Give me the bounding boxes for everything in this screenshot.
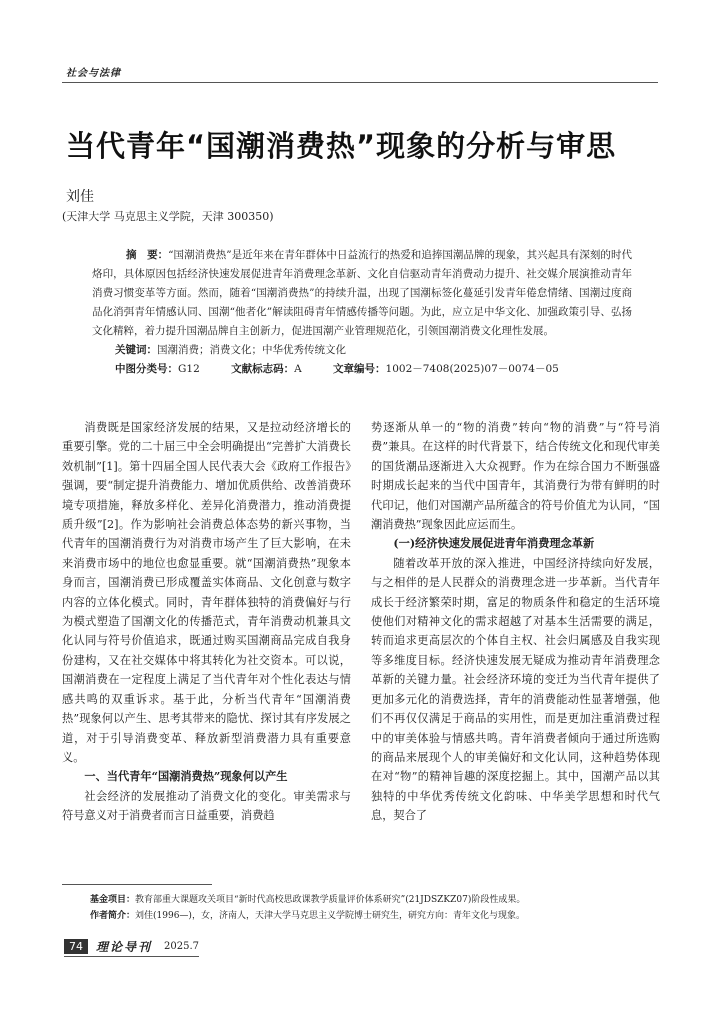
page-number: 74 [64, 939, 88, 954]
author-affiliation: (天津大学 马克思主义学院，天津 300350) [62, 210, 274, 223]
keywords-text: 国潮消费；消费文化；中华优秀传统文化 [157, 344, 346, 356]
article-title: 当代青年“国潮消费热”现象的分析与审思 [66, 129, 617, 163]
subsection-heading: (一)经济快速发展促进青年消费理念革新 [393, 536, 595, 551]
author-bio [90, 908, 650, 924]
funding-text: 教育部重大课题攻关项目“新时代高校思政课教学质量评价体系研究”(21JDSZKZ07)阶段性成果。 [135, 895, 526, 905]
class-label: 中图分类号： [115, 363, 178, 375]
funding-label: 基金项目： [90, 895, 136, 905]
keywords-line [115, 341, 632, 360]
funding-note [90, 892, 650, 908]
doc-code-value: A [294, 363, 302, 375]
abstract-label: 摘 要： [126, 249, 169, 261]
journal-name: 理论导刊 [96, 940, 153, 954]
left-column [62, 418, 351, 848]
footnotes [90, 892, 650, 924]
footer-divider [64, 956, 199, 957]
abstract-text: “国潮消费热”是近年来在青年群体中日益流行的热爱和追捧国潮品牌的现象，其兴起具有深刻的时代烙印，具体原因包括经济快速发展促进青年消费理念革新、文化自信驱动青年消费动力提升、社交媒介展演推动青年消费习惯变革等方面。然而，随着“国潮消费热”的持续升温，出现了国潮标签化蔓延引发青年倦怠情绪、国潮过度商品化消弭青年情感认同、国潮“他者化”解读阻碍青年情感传播等问题。为此，应立足中华文化、加强政策引导、弘扬文化精粹，着力提升国潮品牌自主创新力，促进国潮产业管理规范化，引领国潮消费文化理性发展。 [92, 249, 633, 337]
bio-label: 作者简介： [90, 911, 136, 921]
classification-line [115, 360, 632, 379]
abstract-block [92, 246, 632, 379]
class-value: G12 [178, 363, 200, 375]
footnote-divider [62, 884, 212, 885]
section-heading: 一、当代青年“国潮消费热”现象何以产生 [84, 769, 288, 784]
abstract [92, 246, 632, 341]
bio-text: 刘佳(1996—)，女，济南人，天津大学马克思主义学院博士研究生，研究方向：青年文化与现象。 [135, 911, 525, 921]
right-column [371, 418, 660, 848]
paragraph: 随着改革开放的深入推进，中国经济持续向好发展，与之相伴的是人民群众的消费理念进一步革新。当代青年成长于经济繁荣时期，富足的物质条件和稳定的生活环境使他们对精神文化的需求超越了对基本生活需要的满足，转而追求更高层次的个体自主权、社会归属感及自我实现等多维度目标。经济快速发展无疑成为推动青年消费理念革新的关键力量。社会经济环境的变迁为当代青年提供了更加多元化的消费选择，青年的消费能动性显著增强，他们不再仅仅满足于商品的实用性，而是更加注重消费过程中的审美体验与情感共鸣。青年消费者倾向于通过所选购的商品来展现个人的审美偏好和文化认同，这种趋势体现在对“物”的精神旨趣的深度挖掘上。其中，国潮产品以其独特的中华优秀传统文化韵味、中华美学思想和时代气息，契合了 [371, 556, 660, 823]
paragraph: 消费既是国家经济发展的结果，又是拉动经济增长的重要引擎。党的二十届三中全会明确提出“完善扩大消费长效机制”[1]。第十四届全国人民代表大会《政府工作报告》强调，要“制定提升消费能力、增加优质供给、改善消费环境专项措施，释放多样化、差异化消费潜力，推动消费提质升级”[2]。作为影响社会消费总体态势的新兴事物，当代青年的国潮消费行为对消费市场产生了巨大影响，在未来消费市场中的地位也愈显重要。就“国潮消费热”现象本身而言，国潮消费已形成覆盖实体商品、文化创意与数字内容的立体化模式。同时，青年群体独特的消费偏好与行为模式塑造了国潮文化的传播范式，青年消费动机兼具文化认同与符号价值追求，既通过购买国潮商品完成自我身份建构，又在社交媒体中将其转化为社交资本。可以说，国潮消费在一定程度上满足了当代青年对个性化表达与情感共鸣的双重诉求。基于此，分析当代青年“国潮消费热”现象何以产生、思考其带来的隐忧、探讨其有序发展之道，对于引导消费变革、释放新型消费潜力具有重要意义。 [62, 421, 351, 764]
author-name: 刘佳 [66, 189, 94, 205]
article-number-label: 文章编号： [333, 363, 386, 375]
keywords-label: 关键词： [115, 344, 157, 356]
body-columns [62, 418, 660, 848]
section-label: 社会与法律 [66, 68, 121, 79]
paragraph: 势逐渐从单一的“物的消费”转向“物的消费”与“符号消费”兼具。在这样的时代背景下，结合传统文化和现代审美的国货潮品逐渐进入大众视野。作为在综合国力不断强盛时期成长起来的当代中国青年，其消费行为带有鲜明的时代印记，他们对国潮产品所蕴含的符号价值尤为认同，“国潮消费热”现象因此应运而生。 [371, 421, 660, 532]
article-number-value: 1002－7408(2025)07－0074－05 [385, 363, 559, 375]
header-divider [62, 82, 658, 83]
doc-code-label: 文献标志码： [231, 363, 295, 375]
paragraph: 社会经济的发展推动了消费文化的变化。审美需求与符号意义对于消费者而言日益重要，消费趋 [62, 789, 351, 823]
issue-number: 2025.7 [164, 941, 200, 952]
page-footer [64, 938, 199, 955]
